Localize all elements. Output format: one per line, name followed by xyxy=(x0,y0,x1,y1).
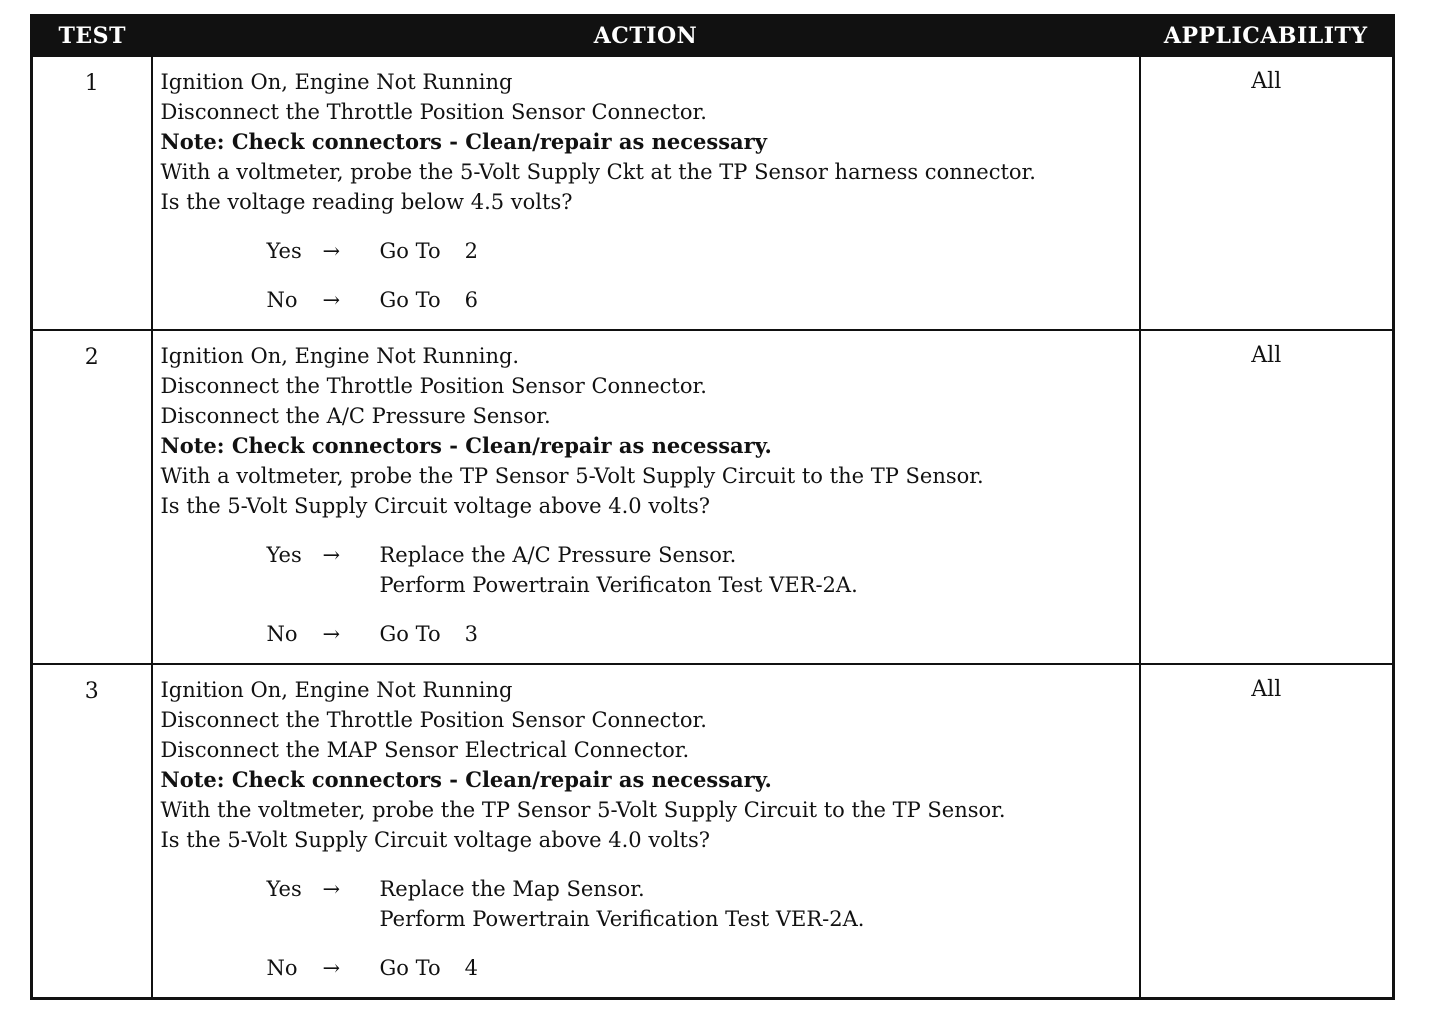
no-answer-label: No xyxy=(266,956,298,980)
yes-result-extra: Perform Powertrain Verificaton Test VER-2A. xyxy=(379,573,858,597)
yes-result xyxy=(380,540,858,600)
right-arrow-icon: → xyxy=(322,288,341,312)
goto-step-number: 3 xyxy=(464,622,478,646)
instruction-line: Ignition On, Engine Not Running xyxy=(160,678,513,702)
instruction-line: Is the 5-Volt Supply Circuit voltage above 4.0 volts? xyxy=(160,828,711,852)
right-arrow-icon: → xyxy=(322,543,341,567)
right-arrow-icon: → xyxy=(322,239,341,263)
instruction-line: Ignition On, Engine Not Running. xyxy=(160,344,520,368)
table-row xyxy=(32,664,1394,999)
instruction-line: Disconnect the MAP Sensor Electrical Connector. xyxy=(160,738,690,762)
yes-result-line xyxy=(380,236,479,266)
note-line: Note: Check connectors - Clean/repair as necessary. xyxy=(160,433,772,458)
no-branch xyxy=(267,953,1131,983)
yes-branch xyxy=(267,236,1131,266)
yes-result-text: Replace the Map Sensor. xyxy=(379,877,645,901)
no-result-line xyxy=(380,285,479,315)
yes-branch xyxy=(267,540,1131,600)
action-cell xyxy=(152,330,1140,664)
no-result-line xyxy=(380,619,479,649)
instruction-line: Disconnect the Throttle Position Sensor Connector. xyxy=(160,374,707,398)
no-result xyxy=(380,953,479,983)
header-action: ACTION xyxy=(152,16,1140,57)
yes-result xyxy=(380,236,479,266)
yes-answer-label: Yes xyxy=(266,543,302,567)
right-arrow-icon: → xyxy=(322,877,341,901)
yes-result xyxy=(380,874,865,934)
test-number: 1 xyxy=(32,56,152,330)
goto-step-number: 2 xyxy=(464,239,478,263)
yes-result-extra: Perform Powertrain Verification Test VER-2A. xyxy=(379,907,865,931)
no-result-text: Go To xyxy=(379,956,441,980)
table-row xyxy=(32,56,1394,330)
action-cell xyxy=(152,56,1140,330)
yes-result-text: Replace the A/C Pressure Sensor. xyxy=(379,543,737,567)
instruction-line: Is the voltage reading below 4.5 volts? xyxy=(160,190,573,214)
yes-answer-label: Yes xyxy=(266,239,302,263)
no-result xyxy=(380,285,479,315)
right-arrow-icon: → xyxy=(322,956,341,980)
yes-result-line xyxy=(380,540,858,570)
test-number: 2 xyxy=(32,330,152,664)
note-line: Note: Check connectors - Clean/repair as necessary xyxy=(160,129,767,154)
yes-branch xyxy=(267,874,1131,934)
instruction-line: Disconnect the Throttle Position Sensor Connector. xyxy=(160,708,707,732)
instruction-line: Disconnect the Throttle Position Sensor Connector. xyxy=(160,100,707,124)
applicability-cell: All xyxy=(1140,56,1394,330)
instruction-line: With a voltmeter, probe the TP Sensor 5-Volt Supply Circuit to the TP Sensor. xyxy=(160,464,984,488)
no-branch xyxy=(267,285,1131,315)
instruction-line: Ignition On, Engine Not Running xyxy=(160,70,513,94)
right-arrow-icon: → xyxy=(322,622,341,646)
goto-step-number: 6 xyxy=(464,288,478,312)
test-number: 3 xyxy=(32,664,152,999)
no-result-text: Go To xyxy=(379,622,441,646)
no-answer-label: No xyxy=(266,288,298,312)
yes-result-line xyxy=(380,874,865,904)
no-result xyxy=(380,619,479,649)
yes-result-text: Go To xyxy=(379,239,441,263)
instruction-line: With the voltmeter, probe the TP Sensor 5-Volt Supply Circuit to the TP Sensor. xyxy=(160,798,1006,822)
diagnostic-test-table xyxy=(30,14,1395,1000)
table-row xyxy=(32,330,1394,664)
table-body xyxy=(32,56,1394,999)
yes-answer-label: Yes xyxy=(266,877,302,901)
table-header-row xyxy=(32,16,1394,57)
no-branch xyxy=(267,619,1131,649)
applicability-cell: All xyxy=(1140,664,1394,999)
header-applicability: APPLICABILITY xyxy=(1140,16,1394,57)
action-cell xyxy=(152,664,1140,999)
no-answer-label: No xyxy=(266,622,298,646)
instruction-line: With a voltmeter, probe the 5-Volt Supply Ckt at the TP Sensor harness connector. xyxy=(160,160,1036,184)
no-result-text: Go To xyxy=(379,288,441,312)
note-line: Note: Check connectors - Clean/repair as necessary. xyxy=(160,767,772,792)
instruction-line: Is the 5-Volt Supply Circuit voltage above 4.0 volts? xyxy=(160,494,711,518)
goto-step-number: 4 xyxy=(464,956,478,980)
applicability-cell: All xyxy=(1140,330,1394,664)
header-test: TEST xyxy=(32,16,152,57)
instruction-line: Disconnect the A/C Pressure Sensor. xyxy=(160,404,551,428)
no-result-line xyxy=(380,953,479,983)
